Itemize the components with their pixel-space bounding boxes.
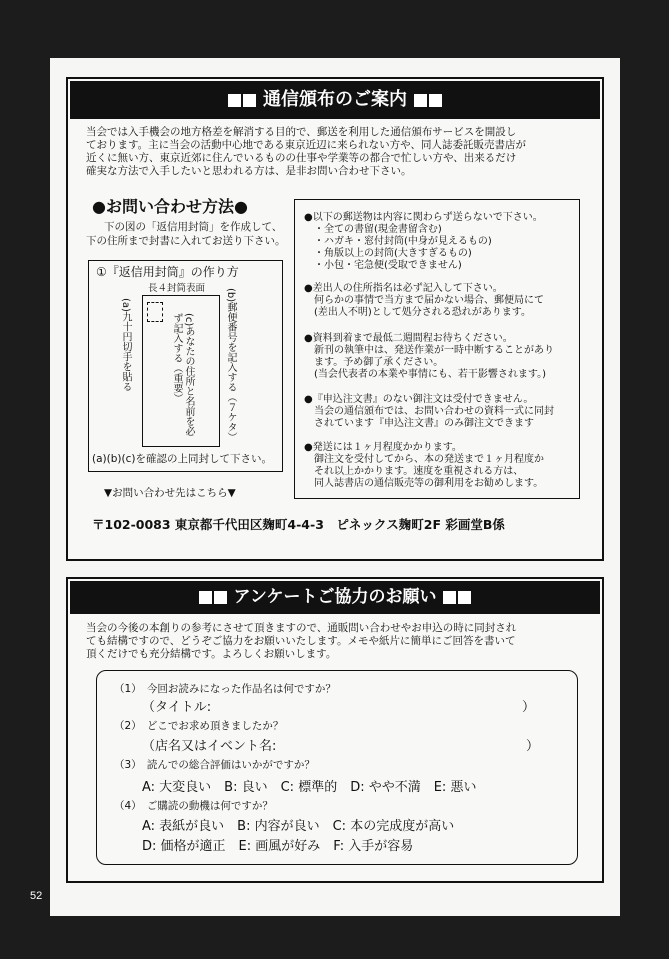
envelope-title: ①『返信用封筒』の作り方 [96,265,239,279]
close-paren: ） [526,739,540,754]
note-line: (差出人不明)として処分される恐れがあります。 [304,307,532,318]
note-line: ・全ての書留(現金書留含む) [304,224,442,235]
note-heading: ●差出人の住所指名は必ず記入して下さい。 [304,283,503,294]
howto-text: 下の住所まで封書に入れてお送り下さい。 [86,235,286,247]
question-4: （4） ご購読の動機は何ですか？ [114,800,273,812]
note-heading: ●『申込注文書』のない御注文は受付できません。 [304,394,534,405]
square-icon [443,591,456,604]
survey-intro-line: 当会の今後の本創りの参考にさせて頂きますので、通販問い合わせやお申込の時に同封され [86,622,517,634]
label-address: (c)あなたの住所と名前を必ず記入する（重要） [171,313,194,437]
mail-order-title: 通信頒布のご案内 [263,89,407,110]
mail-order-banner [70,81,600,119]
question-3: （3） 読んでの総合評価はいかがですか？ [114,759,315,771]
label-stamp: (a)九十円切手を貼る [120,298,131,392]
envelope-size-label: 長４封筒表面 [148,283,206,294]
note-heading: ●資料到着まで最低二週間程お待ちください。 [304,333,513,344]
note-line: ・角版以上の封筒(大きすぎるもの) [304,248,472,259]
question-2: （2） どこでお求め頂きましたか？ [114,720,284,732]
rating-options: A: 大変良い B: 良い C: 標準的 D: やや不満 E: 悪い [142,780,477,795]
question-1: （1） 今回お読みになった作品名は何ですか？ [114,683,336,695]
intro-line: 近くに無い方、東京近郊に住んでいるものの仕事や学業等の都合で忙しい方や、出来るだけ [86,152,517,164]
note-line: ます。予め御了承ください。 [304,357,444,368]
note-heading: ●以下の郵送物は内容に関わらず送らないで下さい。 [304,212,543,223]
answer-store-field: （店名又はイベント名: [142,739,277,754]
note-line: されています『申込注文書』のみ御注文できます [304,418,534,429]
note-line: 何らかの事情で当方まで届かない場合、郵便局にて [304,295,544,306]
note-line: ・ハガキ・窓付封筒(中身が見えるもの) [304,236,492,247]
square-icon [214,591,227,604]
note-line: それ以上かかります。速度を重視される方は、 [304,466,524,477]
note-line: ・小包・宅急便(受取できません) [304,260,462,271]
note-heading: ●発送には１ヶ月程度かかります。 [304,442,462,453]
motive-options-row1: A: 表紙が良い B: 内容が良い C: 本の完成度が高い [142,819,455,834]
postal-address: 〒102-0083 東京都千代田区麹町4-4-3 ピネックス麹町2F 彩画堂B係 [92,517,505,532]
motive-options-row2: D: 価格が適正 E: 画風が好み F: 入手が容易 [142,839,414,854]
square-icon [228,94,241,107]
page-number: 52 [30,890,43,902]
square-icon [414,94,427,107]
stamp-placeholder [147,302,163,322]
square-icon [243,94,256,107]
note-line: 同人誌書店の通信販売等の御利用をお勧めします。 [304,478,544,489]
survey-intro-line: 頂くだけでも充分結構です。よろしくお願いします。 [86,648,337,660]
note-line: 御注文を受付してから、本の発送まで１ヶ月程度か [304,454,544,465]
survey-banner [70,581,600,614]
note-line: 新刊の執筆中は、発送作業が一時中断することがあり [304,345,554,356]
envelope-footer: (a)(b)(c)を確認の上同封して下さい。 [92,453,272,465]
intro-line: 確実な方法で入手したいと思われる方は、是非お問い合わせ下さい。 [86,165,412,177]
square-icon [429,94,442,107]
intro-line: ております。主に当会の活動中心地である東京近辺に来られない方や、同人誌委託販売書店が [86,139,526,151]
howto-text: 下の図の「返信用封筒」を作成して、 [104,221,283,233]
answer-title-field: （タイトル: [142,700,212,715]
howto-heading: ●お問い合わせ方法● [92,197,248,216]
close-paren: ） [522,700,536,715]
label-postal-code: (b)郵便番号を記入する（７ケタ） [225,288,236,443]
contact-label: ▼お問い合わせ先はこちら▼ [104,487,236,499]
survey-title: アンケートご協力のお願い [233,587,437,607]
survey-intro-line: ても結構ですので、どうぞご協力をお願いいたします。メモや紙片に簡単にご回答を書いて [86,635,516,647]
square-icon [199,591,212,604]
intro-line: 当会では入手機会の地方格差を解消する目的で、郵送を利用した通信頒布サービスを開設し [86,126,517,138]
square-icon [458,591,471,604]
note-line: 当会の通信頒布では、お問い合わせの資料一式に同封 [304,406,554,417]
note-line: (当会代表者の本業や事情にも、若干影響されます。) [304,369,547,380]
